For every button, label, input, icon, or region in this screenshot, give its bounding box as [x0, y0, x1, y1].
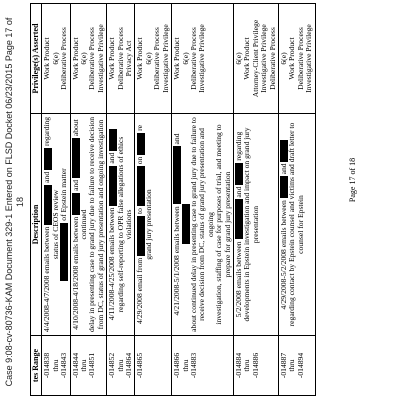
redaction-block [44, 148, 52, 170]
table-row [135, 4, 172, 396]
description-cell: 4/29/2008 email from to on re grand jury presentation [135, 114, 172, 336]
description-cell: 4/21/2008-5/1/2008 emails between and about continued delay in presenting case to grand jury due to failure to receive decision from DC, status of grand jury presentation and ongoing investigation, staffing of case for purposes of trial, and meeting to prepare for grand jury presentation [172, 114, 234, 336]
page-number-label: Page 17 of 18 [348, 157, 357, 203]
description-cell: 4/29/2008-5/2/2008 emails between and regarding contact by Epstein counsel and victims and draft letter to counsel for Epstein [278, 114, 315, 336]
privilege-cell: Work Product 6(e) Deliberative Process Investigative Privilege [70, 4, 107, 114]
privilege-log-table [30, 3, 316, 396]
table-row [233, 4, 278, 396]
column-header-description: Description [31, 114, 42, 336]
table-row [278, 4, 315, 396]
table-row [107, 4, 135, 396]
privilege-cell: 6(e) Work Product Attorney-Client Privilege Investigative Privilege Deliberative Process [233, 4, 278, 114]
redaction-block [173, 146, 181, 204]
bates-cell: -014887 thru -014894 [278, 336, 315, 396]
table-row [172, 4, 234, 396]
privilege-log-table-container [30, 4, 370, 396]
privilege-cell: 6(e) Work Product Deliberative Process Investigative Privilege [278, 4, 315, 114]
bates-cell: -014852 thru -014864 [107, 336, 135, 396]
bates-cell: -014866 thru -014883 [172, 336, 234, 396]
column-header-bates: tes Range [31, 336, 42, 396]
bates-cell: -014844 thru -014851 [70, 336, 107, 396]
redaction-block [137, 133, 145, 155]
privilege-cell: Work Product 6(e) Deliberative Process Investigative Privilege [172, 4, 234, 114]
privilege-cell: Work Product Deliberative Process Privacy Act [107, 4, 135, 114]
privilege-cell: Work Product 6(e) Deliberative Process Investigative Privilege [135, 4, 172, 114]
column-header-privileges: Privilege(s) Asserted [31, 4, 42, 114]
description-cell: 4/11/2008-4/25/2008 emails between and regarding self-reporting to OPR false allegations of ethics violations [107, 114, 135, 336]
redaction-block [72, 138, 80, 178]
description-cell: 4/10/2008-4/18/2008 emails between and about continued delay in presenting case to grand jury due to failure to receive decision from DC, status of grand jury presentation and ongoing investigation [70, 114, 107, 336]
bates-cell: -014865 [135, 336, 172, 396]
ecf-header-line1: Case 9:08-cv-80736-KAM Document 329-1 Entered on FLSD Docket 06/23/2015 Page 17 of [4, 17, 14, 387]
privilege-cell: Work Product 6(e) Deliberative Process [42, 4, 70, 114]
description-cell: 4/4/2008-4/7/2008 emails between and regarding status of CEOS review of Epstein matter [42, 114, 70, 336]
table-row [42, 4, 70, 396]
table-header-row [31, 4, 42, 396]
bates-cell: -014838 thru -014843 [42, 336, 70, 396]
ecf-header-line2: 18 [15, 197, 25, 208]
table-row [70, 4, 107, 396]
redaction-block [60, 223, 68, 281]
bates-cell: -014884 thru -014886 [233, 336, 278, 396]
description-cell: 5/2/2008 emails between and regarding developments in Epstein investigation and impact on grand jury presentation [233, 114, 278, 336]
